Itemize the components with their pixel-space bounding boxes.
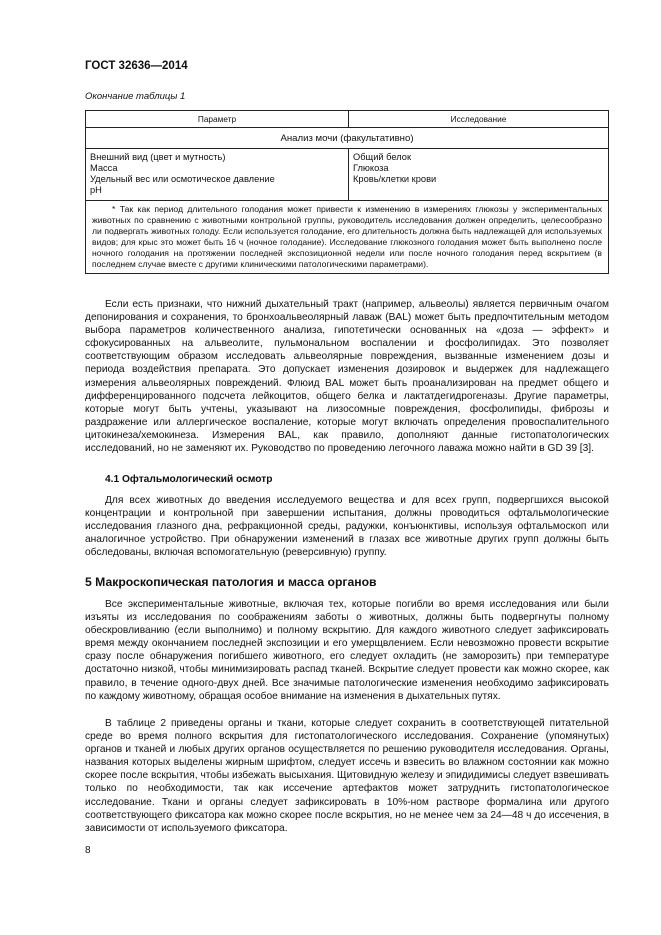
list-item: Удельный вес или осмотическое давление [90,174,275,184]
table-row [86,149,609,201]
table-footnote-row [86,201,609,274]
list-item: Глюкоза [353,163,389,173]
section-heading: 5 Макроскопическая патология и масса органов [85,575,377,589]
table-footnote: * Так как период длительного голодания может привести к изменению в измерениях глюкозы у экспериментальных животных по сравнению с животными контрольной группы, руководитель исследования должен определить, целесообразно ли подвергать животных голоду. Если используется голодание, его длительность должна быть надлежащей для используемых видов; для крыс это может быть 16 ч (ночное голодание). Исследование глюкозного голодания может быть выполнено после ночного голодания на протяжении последней экспозиционной недели или после ночного голодания перед вскрытием (в последнем случае вместе с другими клиническими патологическими параметрами). [92,204,602,269]
table-footnote-cell [86,201,609,274]
study-cell [349,149,609,201]
paragraph-bal: Если есть признаки, что нижний дыхательный тракт (например, альвеолы) является первичным очагом депонирования и сохранения, то бронхоальвеолярный лаваж (BAL) может быть предпочтительным методом выбора параметров количественного анализа, гипотетически основанных на «доза — эффект» и сфокусированных на альвеолите, пульмональном воспалении и фосфолипидах. Это позволяет соответствующим образом исследовать альвеолярные повреждения, вызванные изменением дозы и периода воздействия препарата. Это допускает изменения дозировок и выдержек для надлежащего измерения альвеолярных повреждений. Флюид BAL может быть проанализирован на предмет общего и дифференцированного подсчета лейкоцитов, общего белка и лактатдегидрогеназы. Другие параметры, которые могут быть учтены, указывают на лизосомные повреждения, фосфолипиды, фиброзы и раздражение или аллергическое воспаление, которые могут включать определения провоспалительного цитокинеза/хемокинеза. Измерения BAL, как правило, дополняют данные гистопатологических исследований, но не заменяют их. Руководство по проведению легочного лаважа можно найти в GD 39 [3]. [85,299,609,455]
paragraph-ophthalmology: Для всех животных до введения исследуемого вещества и для всех групп, подвергшихся высокой концентрации и контрольной при завершении испытания, должны проводиться офтальмологические исследования глазного дна, рефракционной среды, радужки, конъюнктивы, используя офтальмоскоп или аналогичное устройство. При обнаружении изменений в глазах все животные других групп должны быть обследованы, включая вспомогательную (реверсивную) группу. [85,495,609,559]
paragraph-necropsy: Все экспериментальные животные, включая тех, которые погибли во время исследования или были изъяты из исследования по соображениям заботы о животных, должны быть подвергнуты полному обескровливанию (если выполнимо) и полному вскрытию. Для каждого животного следует зафиксировать время между окончанием последней экспозиции и его умерщвлением. Если невозможно провести вскрытие сразу после обнаружения погибшего животного, его следует охладить (не заморозить) при температуре достаточно низкой, чтобы минимизировать распад тканей. Вскрытие следует провести как можно скорее, как правило, в течение одного-двух дней. Все значимые патологические изменения необходимо зафиксировать по каждому животному, обращая особое внимание на изменения в дыхательных путях. [85,599,609,702]
table-header-row [86,111,609,128]
paragraph-organs: В таблице 2 приведены органы и ткани, которые следует сохранить в соответствующей питательной среде во время полного вскрытия для гистопатологического исследования. Сохранение (упомянутых) органов и тканей и любых других органов осуществляется по решению руководителя исследования. Органы, названия которых выделены жирным шрифтом, следует иссечь и взвесить во влажном состоянии как можно скорее после вскрытия, чтобы избежать высыхания. Щитовидную железу и эпидидимисы следует взвешивать только по необходимости, так как иссечение артефактов может затруднить гистопатологическое исследование. Ткани и органы следует зафиксировать в 10%-ном растворе формалина или другого соответствующего фиксатора как можно скорее после вскрытия, но не менее чем за 24—48 ч до иссечения, в зависимости от используемого фиксатора. [85,718,609,834]
parameter-cell [86,149,349,201]
table-caption: Окончание таблицы 1 [85,91,186,102]
list-item: Кровь/клетки крови [353,174,437,184]
document-header: ГОСТ 32636—2014 [85,60,188,72]
list-item: Общий белок [353,152,412,162]
table-section-row [86,128,609,149]
page-number: 8 [85,845,91,856]
list-item: pH [90,185,102,195]
list-item: Внешний вид (цвет и мутность) [90,152,226,162]
list-item: Масса [90,163,118,173]
column-header-parameter: Параметр [86,111,349,128]
section-title: Анализ мочи (факультативно) [86,128,609,149]
column-header-study: Исследование [349,111,609,128]
subsection-heading: 4.1 Офтальмологический осмотр [105,474,273,485]
parameters-table [85,110,609,274]
